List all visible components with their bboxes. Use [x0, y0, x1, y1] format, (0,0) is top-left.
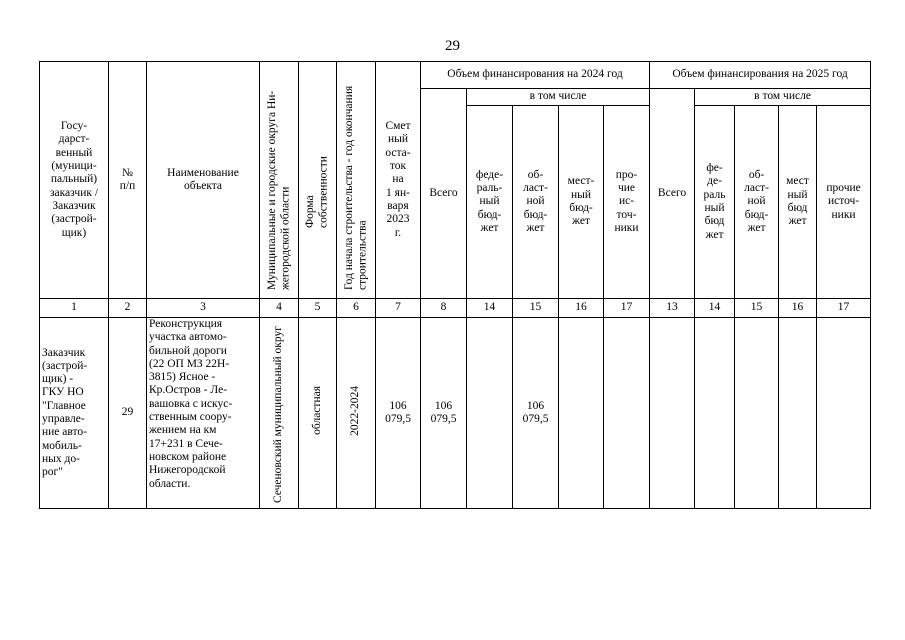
column-number: 17 — [817, 299, 871, 318]
header-local-2025: мест ный бюд жет — [779, 106, 817, 299]
header-fin-2024: Объем финансирования на 2024 год — [421, 62, 650, 89]
cell-federal-2024 — [467, 318, 513, 509]
header-federal-2025: фе- де- раль ный бюд жет — [695, 106, 735, 299]
header-total-2024: Всего — [421, 89, 467, 299]
header-years — [337, 62, 376, 299]
cell-regional-2024: 106 079,5 — [513, 318, 559, 509]
header-local-2024: мест- ный бюд- жет — [559, 106, 604, 299]
header-municipality — [260, 62, 299, 299]
header-ownership — [299, 62, 337, 299]
header-fin-2025: Объем финансирования на 2025 год — [650, 62, 871, 89]
header-regional-2024: об- ласт- ной бюд- жет — [513, 106, 559, 299]
column-number: 8 — [421, 299, 467, 318]
cell-customer: Заказчик (застрой- щик) - ГКУ НО "Главное управле- ние авто- мобиль- ных до- рог" — [40, 318, 109, 509]
cell-other-2025 — [817, 318, 871, 509]
column-number: 16 — [779, 299, 817, 318]
cell-object: Реконструкция участка автомо- бильной дороги (22 ОП МЗ 22Н- 3815) Ясное - Кр.Остров - Ле- вашовка с искус- ственным соору- жением на км 17+231 в Сече- новском районе Нижегородской области. — [147, 318, 260, 509]
cell-regional-2025 — [735, 318, 779, 509]
header-regional-2025: об- ласт- ной бюд- жет — [735, 106, 779, 299]
cell-federal-2025 — [695, 318, 735, 509]
column-number: 14 — [467, 299, 513, 318]
table-row — [40, 318, 871, 509]
column-number-row — [40, 299, 871, 318]
header-municipality-text: Муниципальные и городские округа Ни-жегородской области — [265, 91, 291, 291]
header-years-text: Год начала строительства - год окончания строительства — [342, 86, 368, 291]
column-number: 13 — [650, 299, 695, 318]
column-number: 17 — [604, 299, 650, 318]
header-num: № п/п — [109, 62, 147, 299]
header-total-2025: Всего — [650, 89, 695, 299]
header-other-2025: прочие источ- ники — [817, 106, 871, 299]
column-number: 15 — [513, 299, 559, 318]
column-number: 15 — [735, 299, 779, 318]
financing-table — [39, 61, 871, 509]
header-other-2024: про- чие ис- точ- ники — [604, 106, 650, 299]
column-number: 3 — [147, 299, 260, 318]
column-number: 16 — [559, 299, 604, 318]
cell-municipality — [260, 318, 299, 509]
cell-years — [337, 318, 376, 509]
cell-total-2024: 106 079,5 — [421, 318, 467, 509]
cell-years-text: 2022-2024 — [349, 385, 362, 436]
header-estimate: Смет ный оста- ток на 1 ян- варя 2023 г. — [376, 62, 421, 299]
page-number: 29 — [445, 38, 460, 54]
cell-local-2024 — [559, 318, 604, 509]
header-federal-2024: федe- раль- ный бюд- жет — [467, 106, 513, 299]
header-object: Наименование объекта — [147, 62, 260, 299]
cell-ownership-text: областная — [310, 386, 323, 436]
header-customer: Госу- дарст- венный (муници- пальный) заказчик / Заказчик (застрой- щик) — [40, 62, 109, 299]
header-including-2025: в том числе — [695, 89, 871, 106]
column-number: 4 — [260, 299, 299, 318]
cell-other-2024 — [604, 318, 650, 509]
column-number: 5 — [299, 299, 337, 318]
column-number: 14 — [695, 299, 735, 318]
cell-local-2025 — [779, 318, 817, 509]
column-number: 7 — [376, 299, 421, 318]
cell-ownership — [299, 318, 337, 509]
column-number: 1 — [40, 299, 109, 318]
cell-municipality-text: Сеченовский муниципальный округ — [272, 326, 285, 504]
cell-num: 29 — [109, 318, 147, 509]
cell-total-2025 — [650, 318, 695, 509]
header-ownership-text: Форма собственности — [304, 155, 330, 228]
cell-estimate: 106 079,5 — [376, 318, 421, 509]
column-number: 2 — [109, 299, 147, 318]
column-number: 6 — [337, 299, 376, 318]
header-including-2024: в том числе — [467, 89, 650, 106]
